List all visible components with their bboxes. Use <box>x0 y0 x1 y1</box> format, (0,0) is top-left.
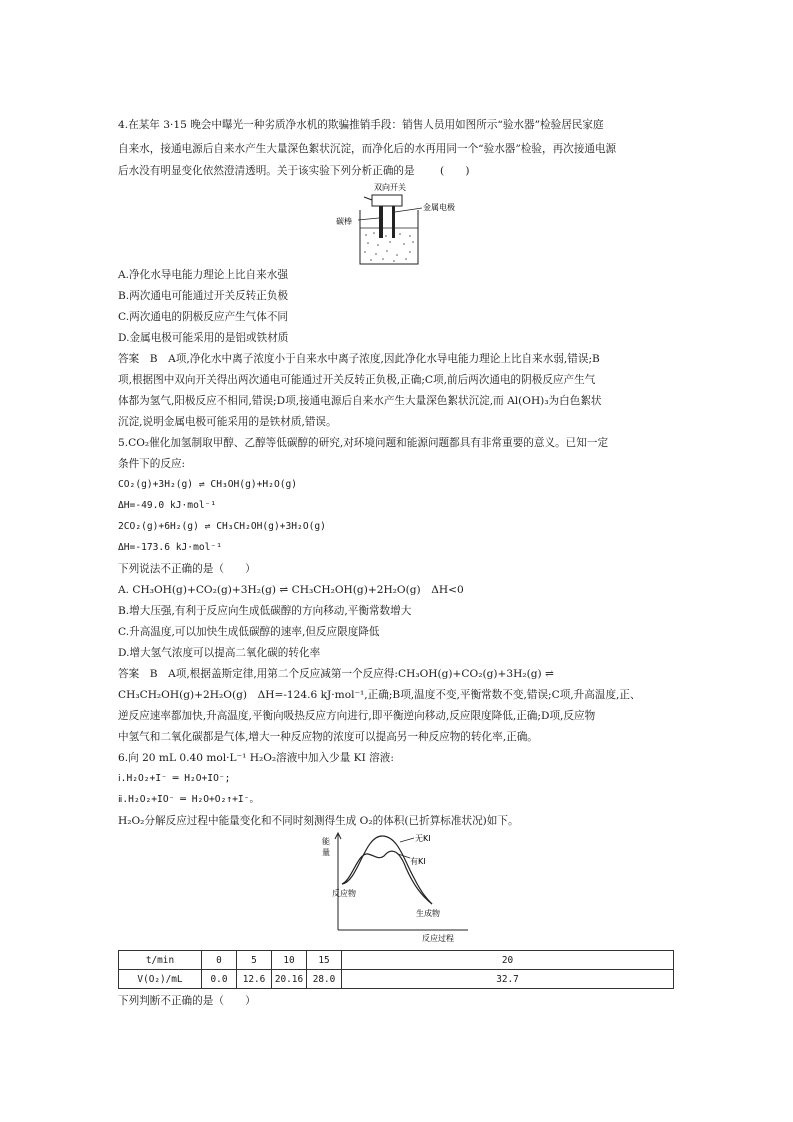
q5-answer-line4: 中氢气和二氧化碳都是气体,增大一种反应物的浓度可以提高另一种反应物的转化率,正确。 <box>118 731 538 743</box>
q4-option-b: B.两次通电可能通过开关反转正负极 <box>118 290 289 302</box>
q4-answer-line3: 体都为氢气,阳极反应不相同,错误;D项,接通电源后自来水产生大量深色絮状沉淀,而 Al(OH)₃为白色絮状 <box>118 395 602 407</box>
q5-stem-line2: 条件下的反应: <box>118 458 186 470</box>
fig-reactant-label: 反应物 <box>332 889 356 898</box>
q4-stem-line3 <box>118 164 469 178</box>
q6-description: H₂O₂分解反应过程中能量变化和不同时刻测得生成 O₂的体积(已折算标准状况)如下。 <box>118 815 519 827</box>
table-cell: 12.6 <box>237 970 272 989</box>
q4-answer-line4: 沉淀,说明金属电极可能采用的是铁材质,错误。 <box>118 416 337 428</box>
q5-answer-line1: 答案 B A项,根据盖斯定律,用第二个反应减第一个反应得:CH₃OH(g)+CO₂(g)+3H₂(g) ⇌ <box>118 668 554 680</box>
fig-no-ki-label: 无KI <box>415 834 431 843</box>
q4-stem-line1: 4.在某年 3·15 晚会中曝光一种劣质净水机的欺骗推销手段：销售人员用如图所示“验水器”检验居民家庭 <box>118 119 604 131</box>
fig-energy-char2: 量 <box>322 848 330 857</box>
fig-energy-char1: 能 <box>322 837 330 846</box>
q5-question: 下列说法不正确的是（ ） <box>118 563 256 575</box>
q5-enthalpy-1: ΔH=-49.0 kJ·mol⁻¹ <box>118 500 217 511</box>
table-row <box>119 951 674 970</box>
q6-stem: 6.向 20 mL 0.40 mol·L⁻¹ H₂O₂溶液中加入少量 KI 溶液: <box>118 752 394 764</box>
o2-volume-table <box>118 950 674 989</box>
table-cell: 32.7 <box>342 970 674 989</box>
q4-option-d: D.金属电极可能采用的是铝或铁材质 <box>118 332 289 344</box>
fig-with-ki-label: 有KI <box>410 857 426 866</box>
q4-stem-text: 后水没有明显变化依然澄清透明。关于该实验下列分析正确的是 <box>118 165 415 177</box>
q6-reaction-ii: ⅱ.H₂O₂+IO⁻ ═ H₂O+O₂↑+I⁻。 <box>118 794 260 805</box>
table-cell: 5 <box>237 951 272 970</box>
table-header-volume: V(O₂)/mL <box>119 970 202 989</box>
table-cell: 0 <box>202 951 237 970</box>
q6-reaction-i: ⅰ.H₂O₂+I⁻ ═ H₂O+IO⁻; <box>118 773 231 784</box>
q4-stem-line2: 自来水，接通电源后自来水产生大量深色絮状沉淀，而净化后的水再用同一个“验水器”检验，再次接通电源 <box>118 143 617 155</box>
q4-answer-line1: 答案 B A项,净化水中离子浓度小于自来水中离子浓度,因此净化水导电能力理论上比自来水弱,错误;B <box>118 353 600 365</box>
table-cell: 10 <box>272 951 307 970</box>
q6-question: 下列判断不正确的是（ ） <box>118 995 256 1007</box>
q5-equation-1: CO₂(g)+3H₂(g) ⇌ CH₃OH(g)+H₂O(g) <box>118 479 298 490</box>
q5-option-a: A. CH₃OH(g)+CO₂(g)+3H₂(g) ⇌ CH₃CH₂OH(g)+2H₂O(g) ΔH<0 <box>118 584 464 596</box>
q5-equation-2: 2CO₂(g)+6H₂(g) ⇌ CH₃CH₂OH(g)+3H₂O(g) <box>118 521 326 532</box>
q5-option-b: B.增大压强,有利于反应向生成低碳醇的方向移动,平衡常数增大 <box>118 605 412 617</box>
q4-answer-line2: 项,根据图中双向开关得出两次通电可能通过开关反转正负极,正确;C项,前后两次通电的阴极反应产生气 <box>118 374 596 386</box>
fig-carbon-label: 碳棒 <box>336 217 352 226</box>
q5-answer-line3: 逆反应速率都加快,升高温度,平衡向吸热反应方向进行,即平衡逆向移动,反应限度降低,正确;D项,反应物 <box>118 710 596 722</box>
q4-option-c: C.两次通电的阴极反应产生气体不同 <box>118 311 289 323</box>
fig-metal-label: 金属电极 <box>423 203 455 212</box>
table-header-time: t/min <box>119 951 202 970</box>
table-cell: 28.0 <box>307 970 342 989</box>
water-tester-figure <box>326 180 476 268</box>
table-cell: 20.16 <box>272 970 307 989</box>
fig-energy-label <box>322 836 330 857</box>
fig-product-label: 生成物 <box>416 909 440 918</box>
fig-x-axis-label: 反应过程 <box>422 934 454 942</box>
table-row <box>119 970 674 989</box>
q5-answer-line2: CH₃CH₂OH(g)+2H₂O(g) ΔH=-124.6 kJ·mol⁻¹,正确;B项,温度不变,平衡常数不变,错误;C项,升高温度,正、 <box>118 689 641 701</box>
q5-option-c: C.升高温度,可以加快生成低碳醇的速率,但反应限度降低 <box>118 626 380 638</box>
table-cell: 0.0 <box>202 970 237 989</box>
q4-option-a: A.净化水导电能力理论上比自来水强 <box>118 269 288 281</box>
q4-answer-blank: ( ) <box>440 165 470 177</box>
q5-stem-line1: 5.CO₂催化加氢制取甲醇、乙醇等低碳醇的研究,对环境问题和能源问题都具有非常重要的意义。已知一定 <box>118 437 609 449</box>
energy-profile-figure <box>318 830 488 942</box>
fig-switch-label: 双向开关 <box>374 183 406 192</box>
table-cell: 20 <box>342 951 674 970</box>
q5-option-d: D.增大氢气浓度可以提高二氧化碳的转化率 <box>118 647 321 659</box>
table-cell: 15 <box>307 951 342 970</box>
q5-enthalpy-2: ΔH=-173.6 kJ·mol⁻¹ <box>118 542 222 553</box>
